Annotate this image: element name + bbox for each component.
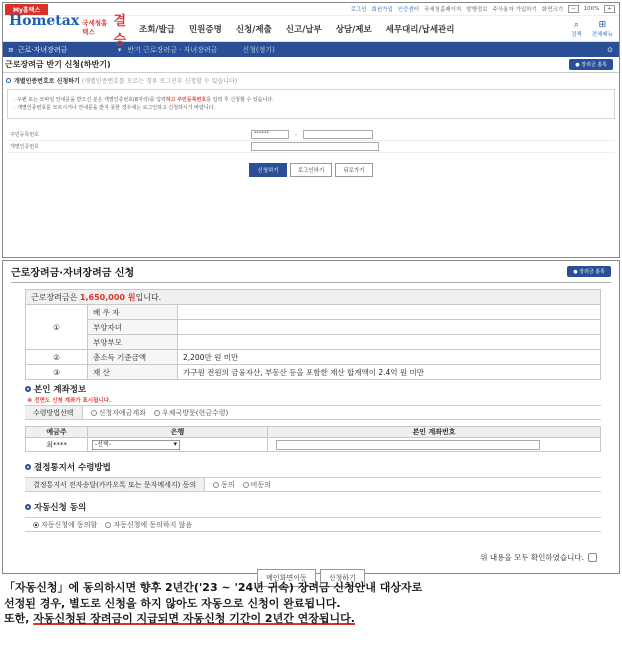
criteria-label: 부양자녀	[88, 320, 178, 335]
confirm-row	[3, 552, 597, 563]
menu-consult[interactable]: 상담/제보	[335, 24, 372, 35]
radio-label: 동의	[221, 480, 235, 489]
auth-section-heading	[3, 73, 619, 87]
radio-icon	[213, 482, 219, 488]
grid-icon: ⊞	[598, 19, 607, 30]
cert-center-link[interactable]: 인증센터	[397, 7, 420, 13]
rrn-row	[7, 129, 615, 141]
notice-text: 를 입력 후 신청할 수 있습니다.	[206, 97, 274, 103]
rrn-separator: -	[295, 131, 297, 138]
radio-label: 자동신청에 동의함	[41, 520, 98, 529]
mytax-button[interactable]: My홈택스	[5, 4, 48, 15]
breadcrumb-level3[interactable]: 신청(정기)	[242, 45, 275, 54]
auth-number-input[interactable]	[251, 142, 379, 151]
auth-section-note: (개별인증번호를 모르는 경우 로그인후 신청할 수 있습니다)	[81, 77, 238, 85]
page-title: 근로장려금 반기 신청(하반기)	[5, 60, 111, 69]
receive-method-row	[25, 405, 601, 420]
explanation-caption	[4, 580, 618, 627]
amount-prefix: 근로장려금은	[31, 292, 80, 302]
criteria-label: 배 우 자	[88, 305, 178, 320]
criteria-desc: 가구원 전원의 금융자산, 부동산 등을 포함한 재산 합계액이 2.4억 원 미만	[178, 365, 601, 380]
table-row	[26, 320, 601, 335]
table-row	[26, 365, 601, 380]
form-title-row	[11, 261, 611, 283]
radio-icon	[154, 410, 160, 416]
hamburger-icon[interactable]: ≡	[8, 45, 14, 54]
main-user-link[interactable]: 주사용자 가입하기	[492, 7, 537, 13]
navbar-expand-icon[interactable]: ⊙	[607, 45, 613, 54]
account-section-heading	[25, 382, 619, 396]
account-table	[25, 426, 601, 452]
breadcrumb-bar	[3, 42, 619, 57]
confirm-checkbox[interactable]	[588, 553, 597, 562]
radio-auto-disagree[interactable]	[105, 520, 192, 530]
zoom-minus-button[interactable]: −	[568, 5, 579, 13]
all-menu-label: 전체메뉴	[591, 31, 613, 38]
caption-line	[4, 611, 618, 627]
auto-apply-heading	[25, 500, 619, 514]
confirm-label: 위 내용을 모두 확인하였습니다.	[480, 553, 584, 562]
criteria-desc	[178, 305, 601, 320]
column-header: 본인 계좌번호	[268, 427, 601, 438]
utility-links	[351, 5, 619, 13]
top-button-row	[3, 163, 619, 177]
guide-button[interactable]: ● 장려금 홈톡	[569, 59, 613, 70]
criteria-desc	[178, 335, 601, 350]
table-row	[26, 305, 601, 320]
column-header: 예금주	[26, 427, 88, 438]
form-guide-label: 장려금 홈톡	[579, 269, 605, 275]
radio-icon	[243, 482, 249, 488]
radio-notice-disagree[interactable]	[243, 480, 271, 490]
bank-select[interactable]: -선택- ▾	[92, 440, 180, 450]
radio-bank-account[interactable]	[91, 408, 146, 418]
radio-label: 우체국방문(현금수령)	[161, 408, 229, 417]
breadcrumb-level2[interactable]: 반기 근로장려금 · 자녀장려금	[127, 45, 218, 54]
notice-box	[7, 89, 615, 119]
notice-text: · 우편 또는 모바일 안내문을 받으신 분은 개별인증번호(8자리)를 입력	[14, 97, 166, 103]
logo-mark: 결승	[113, 13, 127, 48]
eligibility-table	[25, 289, 601, 380]
radio-icon	[91, 410, 97, 416]
rrn-label: 주민등록번호	[10, 132, 39, 138]
rrn-front-input[interactable]: ******	[251, 130, 289, 139]
radio-icon	[105, 522, 111, 528]
notice-method-heading	[25, 460, 619, 474]
logo-text: Hometax	[9, 12, 80, 29]
bullet-icon	[25, 504, 31, 510]
receive-method-label: 수령방법선택	[25, 406, 83, 419]
radio-selected-icon	[33, 522, 39, 528]
table-row	[26, 350, 601, 365]
apply-button[interactable]: 신청하기	[249, 163, 286, 177]
radio-label: 비동의	[250, 480, 271, 489]
hometax-application-window	[2, 2, 620, 258]
menu-application[interactable]: 신청/제출	[235, 24, 272, 35]
radio-auto-agree[interactable]	[33, 520, 97, 530]
chevron-down-icon[interactable]: ▾	[117, 45, 122, 54]
auto-apply-row	[25, 517, 601, 532]
login-link[interactable]: 로그인	[350, 7, 367, 13]
caption-line: 「자동신청」에 동의하시면 향후 2년간('23 ~ '24년 귀속) 장려금 신청안내 대상자로	[4, 581, 423, 594]
radio-post-office[interactable]	[154, 408, 228, 418]
back-button[interactable]: 뒤로가기	[335, 163, 372, 177]
auto-apply-title: 자동신청 동의	[34, 503, 87, 513]
notice-consent-row	[25, 477, 601, 492]
logo-subtext: 국세청홈택스	[82, 18, 108, 36]
table-row	[26, 335, 601, 350]
login-button[interactable]: 로그인하기	[290, 163, 333, 177]
amount-suffix: 입니다.	[135, 292, 162, 302]
zoom-plus-button[interactable]: +	[604, 5, 615, 13]
criteria-label: 총소득 기준금액	[88, 350, 178, 365]
notice-highlight: 하고 주민등록번호	[165, 97, 207, 103]
auth-number-row	[7, 141, 615, 153]
notice-method-title: 결정통지서 수령방법	[34, 463, 111, 473]
criteria-desc: 2,200만 원 미만	[178, 350, 601, 365]
submit-button[interactable]: 신청하기	[320, 569, 365, 587]
caption-line: 선정된 경우, 별도로 신청을 하지 않아도 자동으로 신청이 완료됩니다.	[4, 596, 341, 610]
zoom-value: 100%	[583, 6, 600, 12]
menu-agent[interactable]: 세무대리/납세관리	[385, 24, 455, 35]
page-title-row	[3, 57, 619, 73]
bullet-icon	[25, 464, 31, 470]
account-note: ※ 전면도 신청 계좌가 표시됩니다.	[27, 398, 112, 404]
radio-label: 자동신청에 동의하지 않음	[113, 520, 193, 529]
rrn-back-input[interactable]	[303, 130, 373, 139]
signup-link[interactable]: 회원가입	[371, 7, 393, 13]
form-title: 근로장려금·자녀장려금 신청	[11, 268, 135, 279]
bullet-icon	[6, 78, 11, 83]
account-section-title: 본인 계좌정보	[34, 385, 87, 395]
column-header: 은행	[88, 427, 268, 438]
criteria-number: ②	[26, 350, 88, 365]
search-label: 검색	[571, 31, 582, 38]
auth-section-title: 개별인증번호로 신청하기	[14, 77, 80, 85]
nts-homepage-link[interactable]: 국세청홈페이지	[424, 7, 462, 13]
notice-consent-label: 결정통지서 전자송달(카카오톡 또는 문자메세지) 동의	[25, 478, 205, 491]
radio-label: 신청자예금계좌	[98, 408, 146, 417]
caption-text: 또한,	[4, 612, 34, 625]
criteria-number: ①	[26, 305, 88, 350]
menu-inquiry[interactable]: 조회/발급	[139, 24, 175, 35]
table-row	[26, 438, 601, 452]
menu-certificate[interactable]: 민원증명	[188, 24, 222, 35]
zoom-label: 화면크기	[541, 7, 564, 13]
site-header	[3, 12, 619, 48]
main-menu	[139, 23, 454, 35]
amount-value: 1,650,000 원	[79, 292, 136, 302]
issue-info-link[interactable]: 발행정보	[466, 7, 488, 13]
application-form-window	[2, 260, 620, 582]
account-holder: 최****	[26, 438, 88, 452]
criteria-label: 부양부모	[88, 335, 178, 350]
guide-button-label: 장려금 홈톡	[581, 62, 607, 68]
hometax-logo[interactable]	[3, 10, 133, 48]
header-icons	[571, 20, 619, 38]
criteria-label: 재 산	[88, 365, 178, 380]
menu-filing[interactable]: 신고/납부	[285, 24, 322, 35]
bullet-icon	[25, 386, 31, 392]
caption-underlined-text: 자동신청된 장려금이 지급되면 자동신청 기간이 2년간 연장됩니다.	[33, 612, 355, 625]
radio-notice-agree[interactable]	[213, 480, 235, 490]
auth-number-label: 개별인증번호	[10, 144, 39, 150]
main-page-button[interactable]: 메인화면이동	[257, 569, 316, 587]
criteria-desc	[178, 320, 601, 335]
search-button[interactable]	[571, 20, 582, 38]
form-guide-button[interactable]: ● 장려금 홈톡	[567, 266, 611, 277]
search-icon: ⌕	[573, 19, 579, 30]
criteria-number: ③	[26, 365, 88, 380]
amount-row	[26, 290, 601, 305]
notice-text: · 개별인증번호를 모르시거나 안내문을 받지 못한 경우에는 로그인하고 신청하시기 바랍니다.	[14, 105, 216, 111]
all-menu-button[interactable]	[592, 20, 613, 38]
breadcrumb-level1[interactable]: 근로·자녀장려금	[17, 45, 68, 54]
account-number-input[interactable]	[276, 440, 540, 450]
